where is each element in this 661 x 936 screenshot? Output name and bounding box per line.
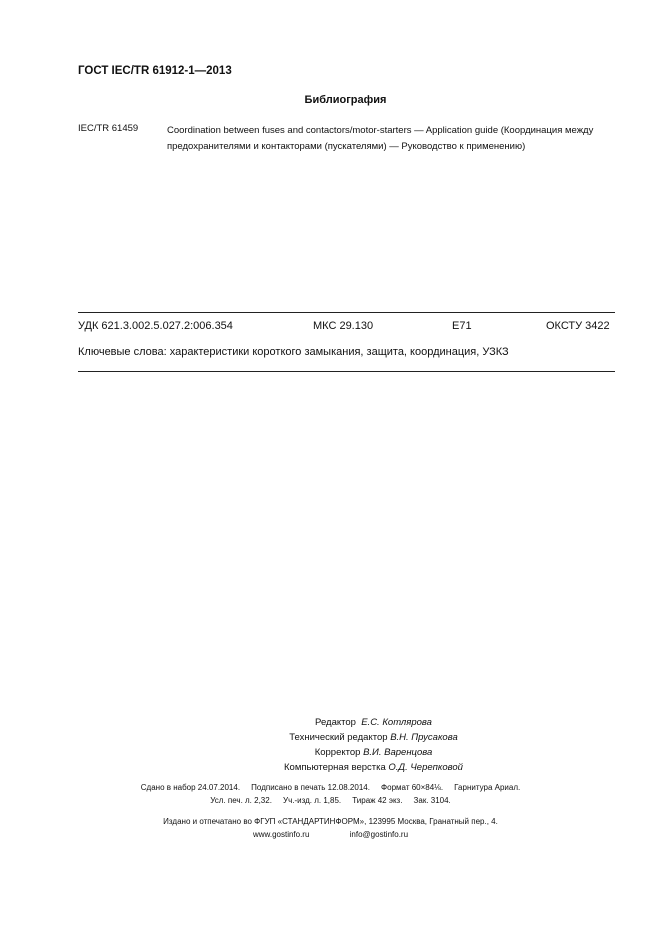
- okstu-code: ОКСТУ 3422: [546, 320, 610, 332]
- bibliography-title: [0, 94, 661, 106]
- publisher-website[interactable]: www.gostinfo.ru: [252, 830, 310, 839]
- udk-code: УДК 621.3.002.5.027.2:006.354: [78, 320, 233, 332]
- document-header: ГОСТ IEC/TR 61912-1—2013: [78, 65, 232, 77]
- bibliography-entry-text: Coordination between fuses and contactors/motor-starters — Application guide (Координация между предохранителями и контакторами (пускателями) — Руководство к применению): [167, 125, 594, 152]
- credit-corrector: [43, 745, 661, 760]
- top-divider: [78, 312, 615, 313]
- credit-tech-editor: [43, 730, 661, 745]
- credit-corrector-name: В.И. Варенцова: [363, 747, 433, 758]
- mks-code: МКС 29.130: [313, 320, 374, 332]
- bottom-divider: [78, 371, 615, 372]
- credit-layout: [43, 760, 661, 775]
- credit-corrector-label: Корректор: [314, 747, 361, 758]
- credit-layout-name: О.Д. Черепковой: [388, 762, 463, 773]
- credit-tech-editor-name: В.Н. Прусакова: [390, 732, 458, 743]
- e-code: Е71: [452, 320, 472, 332]
- credit-tech-editor-label: Технический редактор: [289, 732, 388, 743]
- print-info: [0, 781, 661, 807]
- print-info-line1: Сдано в набор 24.07.2014. Подписано в печать 12.08.2014. Формат 60×84⅛. Гарнитура Ариал.: [140, 783, 521, 792]
- credits-block: [0, 715, 661, 775]
- credit-editor-label: Редактор: [315, 717, 356, 728]
- publisher-contacts: [0, 828, 661, 841]
- credit-layout-label: Компьютерная верстка: [284, 762, 386, 773]
- print-info-line2: Усл. печ. л. 2,32. Уч.-изд. л. 1,85. Тираж 42 экз. Зак. 3104.: [210, 796, 451, 805]
- bibliography-title-text: Библиография: [304, 94, 387, 106]
- publisher-info: [0, 815, 661, 841]
- credit-editor: [43, 715, 661, 730]
- credit-editor-name: Е.С. Котлярова: [361, 717, 432, 728]
- bibliography-entry-code: IEC/TR 61459: [78, 123, 139, 134]
- publisher-line: Издано и отпечатано во ФГУП «СТАНДАРТИНФОРМ», 123995 Москва, Гранатный пер., 4.: [163, 817, 498, 826]
- publisher-email[interactable]: info@gostinfo.ru: [349, 830, 409, 839]
- keywords: Ключевые слова: характеристики короткого замыкания, защита, координация, УЗКЗ: [78, 346, 509, 358]
